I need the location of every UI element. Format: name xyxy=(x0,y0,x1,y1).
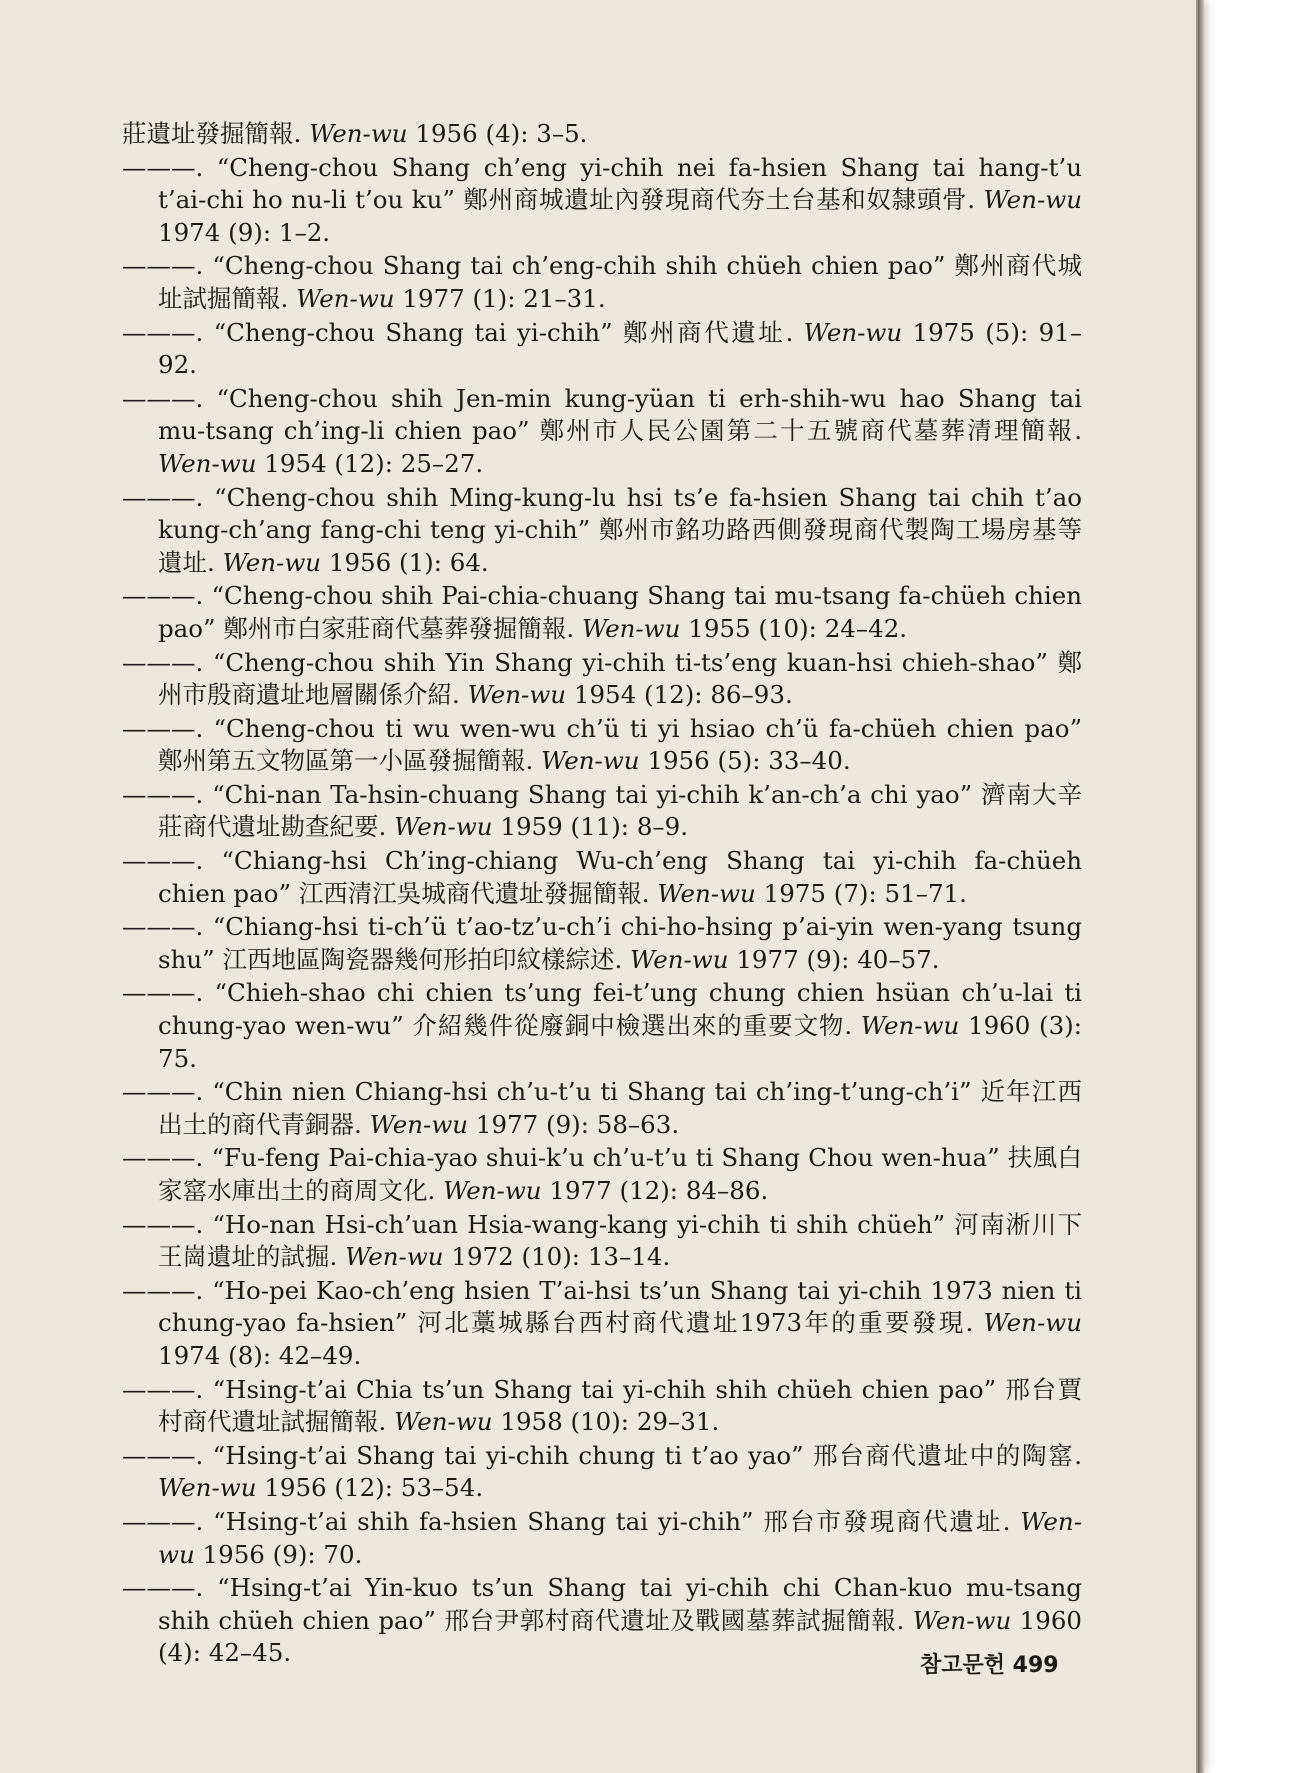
entry-text: ———. “Cheng-chou shih Ming-kung-lu hsi ts’e fa-hsien Shang tai chih t’ao kung-ch’ang fang-chi teng yi-chih” 鄭州市銘功路西側發現商代製陶工場房基等遺址. xyxy=(122,482,1082,577)
bibliography-entry xyxy=(122,845,1082,910)
entry-citation: 1972 (10): 13–14. xyxy=(443,1242,671,1272)
entry-text: ———. “Cheng-chou shih Jen-min kung-yüan ti erh-shih-wu hao Shang tai mu-tsang ch’ing-li chien pao” 鄭州市人民公園第二十五號商代墓葬清理簡報. xyxy=(122,383,1082,446)
journal-name: Wen-wu xyxy=(657,878,756,908)
entry-text: ———. “Hsing-t’ai Chia ts’un Shang tai yi-chih shih chüeh chien pao” 邢台賈村商代遺址試掘簡報. xyxy=(122,1374,1082,1437)
entry-text: ———. “Chin nien Chiang-hsi ch’u-t’u ti Shang tai ch’ing-t’ung-ch’i” 近年江西出土的商代青銅器. xyxy=(122,1077,1082,1139)
entry-citation: 1956 (12): 53–54. xyxy=(256,1473,484,1503)
journal-name: Wen-wu xyxy=(983,1308,1082,1338)
entry-text: ———. “Chiang-hsi Ch’ing-chiang Wu-ch’eng Shang tai yi-chih fa-chüeh chien pao” 江西清江吳城商代遺址發掘簡報. xyxy=(122,846,1082,908)
journal-name: Wen-wu xyxy=(369,1109,469,1139)
entry-citation: 1958 (10): 29–31. xyxy=(492,1407,720,1437)
page-edge-shadow xyxy=(1198,0,1204,1773)
entry-citation: 1956 (9): 70. xyxy=(194,1539,363,1569)
journal-name: Wen-wu xyxy=(158,448,257,478)
bibliography-entry xyxy=(122,580,1082,645)
entry-text: ———. “Fu-feng Pai-chia-yao shui-k’u ch’u-t’u ti Shang Chou wen-hua” 扶風白家窰水庫出土的商周文化. xyxy=(122,1143,1082,1205)
entry-text: ———. “Ho-nan Hsi-ch’uan Hsia-wang-kang yi-chih ti shih chüeh” 河南淅川下王崗遺址的試掘. xyxy=(122,1209,1082,1272)
entry-citation: 1960 (3): 75. xyxy=(158,1011,1082,1073)
bibliography-list xyxy=(122,118,1082,1671)
journal-name: Wen-wu xyxy=(309,119,408,148)
entry-text: ———. “Cheng-chou shih Pai-chia-chuang Shang tai mu-tsang fa-chüeh chien pao” 鄭州市白家莊商代墓葬發掘簡報. xyxy=(122,581,1082,643)
journal-name: Wen-wu xyxy=(345,1242,444,1272)
entry-citation: 1960 (4): 42–45. xyxy=(158,1605,1082,1668)
entry-citation: 1956 (1): 64. xyxy=(321,547,489,577)
entry-citation: 1977 (12): 84–86. xyxy=(541,1176,769,1205)
journal-name: Wen-wu xyxy=(158,1506,1082,1569)
bibliography-entry xyxy=(122,250,1082,315)
bibliography-entry xyxy=(122,911,1082,976)
journal-name: Wen-wu xyxy=(296,283,395,313)
page-footer: 참고문헌 499 xyxy=(920,1653,1059,1678)
bibliography-entry xyxy=(122,1506,1082,1571)
bibliography-entry xyxy=(122,118,1082,151)
journal-name: Wen-wu xyxy=(860,1011,960,1041)
entry-text: ———. “Ho-pei Kao-ch’eng hsien T’ai-hsi ts’un Shang tai yi-chih 1973 nien ti chung-yao fa-hsien” 河北藁城縣台西村商代遺址1973年的重要發現. xyxy=(122,1275,1082,1338)
entry-text: ———. “Cheng-chou Shang ch’eng yi-chih nei fa-hsien Shang tai hang-t’u t’ai-chi ho nu-li t’ou ku” 鄭州商城遺址內發現商代夯土台基和奴隸頭骨. xyxy=(122,152,1082,215)
journal-name: Wen-wu xyxy=(541,746,640,776)
entry-text: ———. “Cheng-chou Shang tai ch’eng-chih shih chüeh chien pao” 鄭州商代城址試掘簡報. xyxy=(122,251,1082,313)
entry-text: ———. “Cheng-chou ti wu wen-wu ch’ü ti yi hsiao ch’ü fa-chüeh chien pao” 鄭州第五文物區第一小區發掘簡報. xyxy=(122,713,1082,776)
bibliography-entry xyxy=(122,1275,1082,1373)
entry-citation: 1956 (5): 33–40. xyxy=(639,746,851,776)
entry-text: ———. “Hsing-t’ai shih fa-hsien Shang tai yi-chih” 邢台市發現商代遺址. xyxy=(122,1506,1021,1536)
entry-text: ———. “Chieh-shao chi chien ts’ung fei-t’ung chung chien hsüan ch’u-lai ti chung-yao wen-wu” 介紹幾件從廢銅中檢選出來的重要文物. xyxy=(122,978,1082,1041)
bibliography-entry xyxy=(122,977,1082,1075)
bibliography-entry xyxy=(122,713,1082,778)
entry-text: 莊遺址發掘簡報. xyxy=(122,119,310,148)
entry-text: ———. “Hsing-t’ai Yin-kuo ts’un Shang tai yi-chih chi Chan-kuo mu-tsang shih chüeh chien pao” 邢台尹郭村商代遺址及戰國墓葬試掘簡報. xyxy=(122,1573,1082,1635)
entry-citation: 1974 (9): 1–2. xyxy=(158,217,331,247)
journal-name: Wen-wu xyxy=(803,317,903,347)
journal-name: Wen-wu xyxy=(394,1407,493,1437)
bibliography-entry xyxy=(122,383,1082,481)
entry-text: ———. “Chiang-hsi ti-ch’ü t’ao-tz’u-ch’i chi-ho-hsing p’ai-yin wen-yang tsung shu” 江西地區陶瓷器幾何形拍印紋樣綜述. xyxy=(122,912,1082,974)
journal-name: Wen-wu xyxy=(581,613,681,643)
journal-name: Wen-wu xyxy=(467,680,567,710)
bibliography-entry xyxy=(122,152,1082,250)
journal-name: Wen-wu xyxy=(630,944,729,974)
entry-citation: 1974 (8): 42–49. xyxy=(158,1340,362,1370)
entry-text: ———. “Cheng-chou Shang tai yi-chih” 鄭州商代遺址. xyxy=(122,317,804,347)
bibliography-entry xyxy=(122,647,1082,712)
bibliography-entry xyxy=(122,1142,1082,1207)
journal-name: Wen-wu xyxy=(222,547,322,577)
bibliography-entry xyxy=(122,1374,1082,1439)
entry-text: ———. “Hsing-t’ai Shang tai yi-chih chung ti t’ao yao” 邢台商代遺址中的陶窰. xyxy=(122,1440,1082,1470)
entry-text: ———. “Chi-nan Ta-hsin-chuang Shang tai yi-chih k’an-ch’a chi yao” 濟南大辛莊商代遺址勘查紀要. xyxy=(122,779,1082,842)
entry-citation: 1955 (10): 24–42. xyxy=(680,613,908,643)
entry-text: ———. “Cheng-chou shih Yin Shang yi-chih ti-ts’eng kuan-hsi chieh-shao” 鄭州市殷商遺址地層關係介紹. xyxy=(122,647,1082,710)
bibliography-entry xyxy=(122,317,1082,382)
entry-citation: 1956 (4): 3–5. xyxy=(407,119,588,148)
entry-citation: 1977 (9): 58–63. xyxy=(468,1109,680,1139)
entry-citation: 1975 (5): 91–92. xyxy=(158,317,1082,380)
entry-citation: 1954 (12): 86–93. xyxy=(566,680,793,710)
journal-name: Wen-wu xyxy=(158,1473,257,1503)
bibliography-entry xyxy=(122,1440,1082,1505)
bibliography-entry xyxy=(122,1076,1082,1141)
entry-citation: 1954 (12): 25–27. xyxy=(256,448,484,478)
journal-name: Wen-wu xyxy=(443,1176,542,1205)
entry-citation: 1977 (9): 40–57. xyxy=(728,944,940,974)
bibliography-entry xyxy=(122,1209,1082,1274)
journal-name: Wen-wu xyxy=(912,1605,1012,1635)
entry-citation: 1975 (7): 51–71. xyxy=(755,878,967,908)
journal-name: Wen-wu xyxy=(983,185,1082,215)
entry-citation: 1977 (1): 21–31. xyxy=(394,283,606,313)
entry-citation: 1959 (11): 8–9. xyxy=(492,812,689,842)
bibliography-entry xyxy=(122,482,1082,580)
bibliography-entry xyxy=(122,779,1082,844)
journal-name: Wen-wu xyxy=(394,812,493,842)
